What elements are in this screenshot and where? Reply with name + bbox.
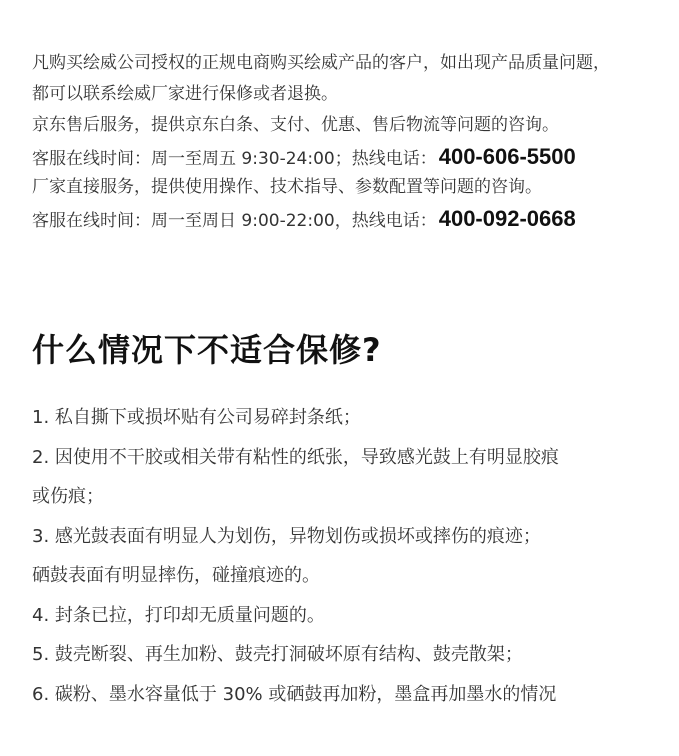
list-item: 硒鼓表面有明显摔伤，碰撞痕迹的。 (32, 565, 320, 586)
warranty-exclusions-section (32, 322, 662, 714)
list-item: 2. 因使用不干胶或相关带有粘性的纸张，导致感光鼓上有明显胶痕 (32, 446, 559, 468)
intro-line-2: 都可以联系绘威厂家进行保修或者退换。 (32, 84, 338, 104)
list-item: 6. 碳粉、墨水容量低于 30% 或硒鼓再加粉，墨盒再加墨水的情况 (32, 683, 557, 705)
exclusion-list (32, 398, 662, 714)
section-title: 什么情况下不适合保修? (32, 331, 382, 369)
factory-hotline-number: 400-092-0668 (438, 206, 576, 231)
intro-line-1: 凡购买绘威公司授权的正规电商购买绘威产品的客户，如出现产品质量问题， (32, 53, 610, 73)
list-item: 3. 感光鼓表面有明显人为划伤，异物划伤或损坏或摔伤的痕迹； (32, 525, 541, 547)
jd-service-description: 京东售后服务，提供京东白条、支付、优惠、售后物流等问题的咨询。 (32, 115, 559, 135)
factory-service-description: 厂家直接服务，提供使用操作、技术指导、参数配置等问题的咨询。 (32, 177, 542, 197)
jd-hotline-number: 400-606-5500 (438, 144, 576, 169)
list-item: 1. 私自撕下或损坏贴有公司易碎封条纸； (32, 407, 361, 428)
after-sales-intro (32, 48, 662, 234)
list-item: 或伤痕； (32, 486, 104, 507)
factory-service-hours: 客服在线时间：周一至周日 9:00-22:00，热线电话： (32, 211, 437, 231)
factory-hotline-row (32, 203, 662, 234)
jd-service-hours: 客服在线时间：周一至周五 9:30-24:00；热线电话： (32, 149, 437, 169)
list-item: 4. 封条已拉，打印却无质量问题的。 (32, 604, 325, 626)
list-item: 5. 鼓壳断裂、再生加粉、鼓壳打洞破坏原有结构、鼓壳散架； (32, 644, 523, 665)
jd-hotline-row (32, 141, 662, 172)
